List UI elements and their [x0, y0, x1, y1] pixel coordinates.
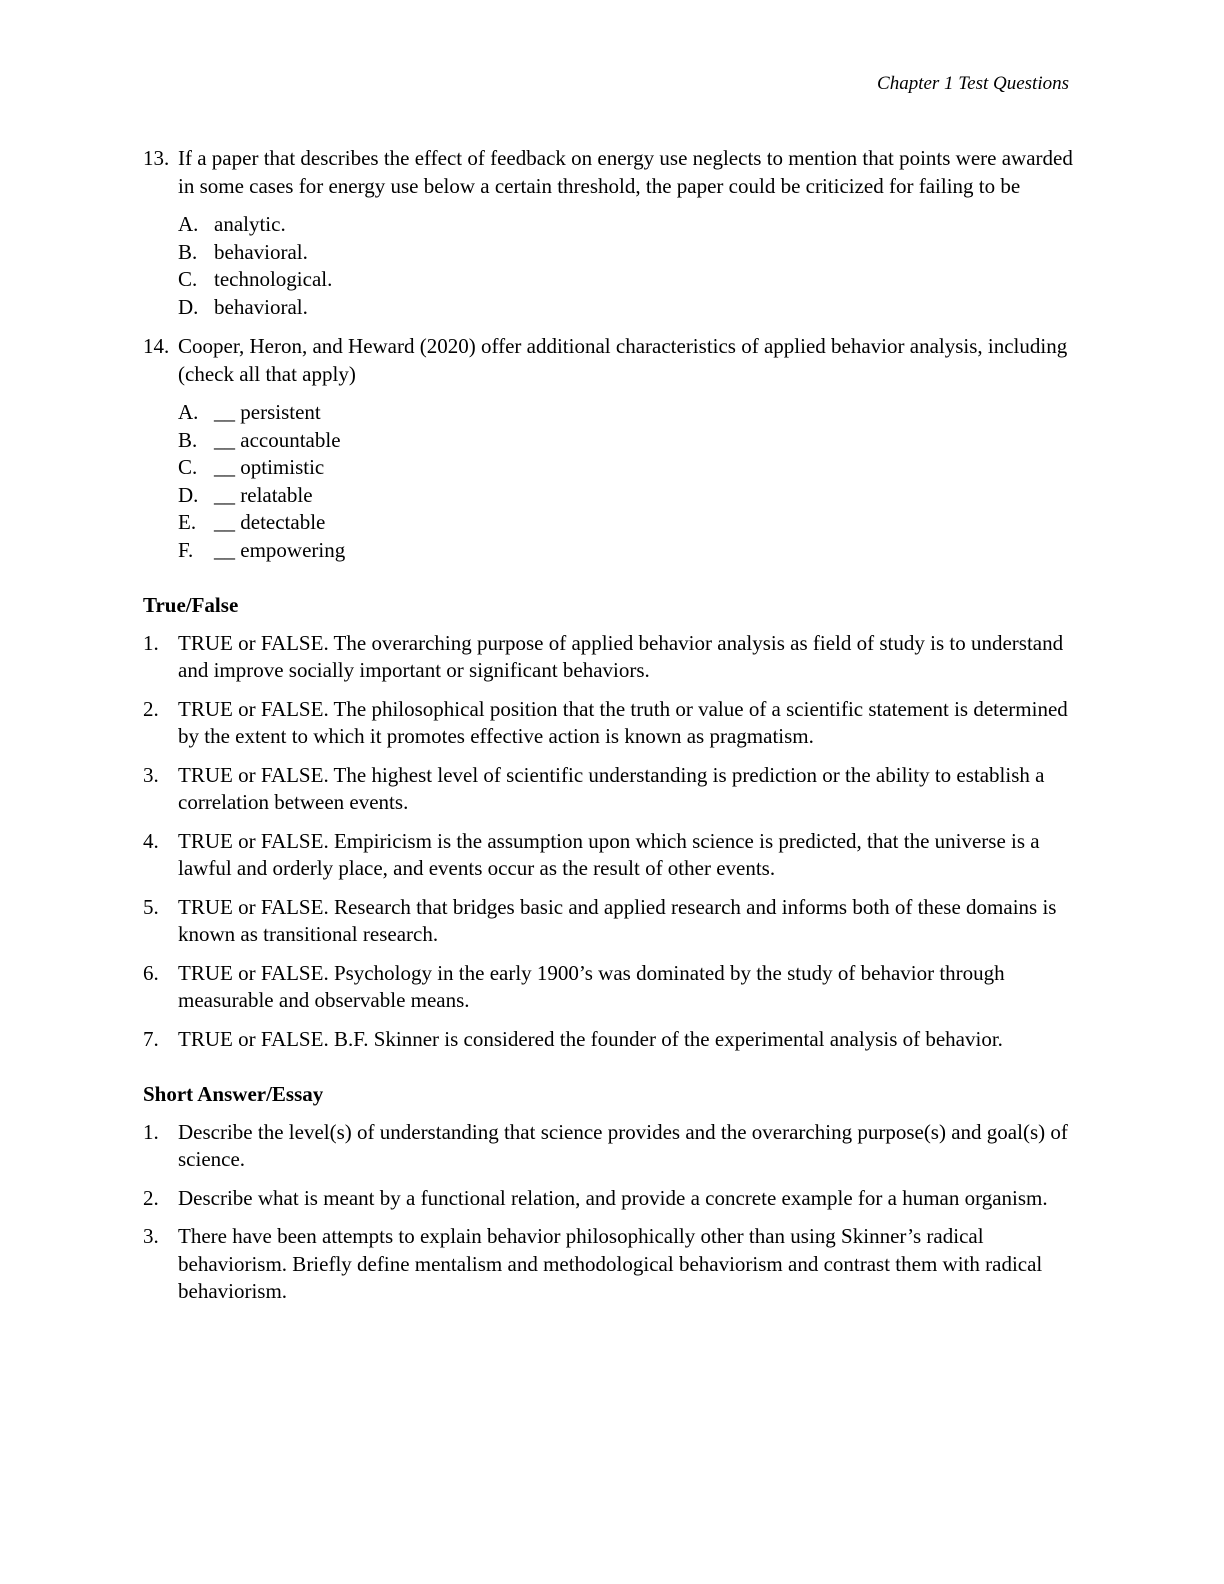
item-number: 4.	[143, 828, 159, 853]
option-text: __ optimistic	[214, 455, 325, 479]
option-text: __ persistent	[214, 400, 321, 424]
option-letter: A.	[178, 400, 199, 424]
option-text: __ accountable	[214, 427, 341, 452]
option-f	[178, 537, 1073, 565]
question-number: 13.	[143, 146, 170, 170]
option-d	[178, 482, 1073, 510]
item-text: TRUE or FALSE. Empiricism is the assumption upon which science is predicted, that the universe is a lawful and orderly place, and events occur as the result of other events.	[178, 828, 1040, 880]
option-letter: C.	[178, 267, 198, 291]
option-text: technological.	[214, 267, 333, 291]
running-header: Chapter 1 Test Questions	[877, 73, 1069, 94]
option-a	[178, 211, 1073, 239]
item-number: 1.	[143, 630, 159, 655]
option-d	[178, 294, 1073, 322]
item-text: Describe what is meant by a functional relation, and provide a concrete example for a human organism.	[178, 1185, 1048, 1210]
item-text: TRUE or FALSE. The philosophical position that the truth or value of a scientific statement is determined by the extent to which it promotes effective action is known as pragmatism.	[178, 696, 1068, 748]
item-text: TRUE or FALSE. The overarching purpose of applied behavior analysis as field of study is to understand and improve socially important or significant behaviors.	[178, 630, 1064, 682]
true-false-item	[143, 894, 1073, 949]
option-list	[178, 211, 1073, 321]
item-text: TRUE or FALSE. Psychology in the early 1900’s was dominated by the study of behavior through measurable and observable means.	[178, 960, 1005, 1012]
short-answer-item	[143, 1223, 1073, 1306]
option-letter: C.	[178, 455, 198, 479]
item-number: 1.	[143, 1119, 159, 1144]
item-text: There have been attempts to explain behavior philosophically other than using Skinner’s radical behaviorism. Briefly define mentalism and methodological behaviorism and contrast them with radical behaviorism.	[178, 1224, 1043, 1303]
option-list	[178, 399, 1073, 564]
option-text: behavioral.	[214, 239, 308, 264]
true-false-item	[143, 762, 1073, 817]
item-number: 3.	[143, 1224, 159, 1248]
item-text: TRUE or FALSE. The highest level of scientific understanding is prediction or the ability to establish a correlation between events.	[178, 762, 1045, 814]
item-text: TRUE or FALSE. B.F. Skinner is considered the founder of the experimental analysis of behavior.	[178, 1026, 1003, 1051]
option-letter: D.	[178, 482, 199, 507]
item-number: 3.	[143, 762, 159, 787]
option-c	[178, 266, 1073, 294]
option-text: __ relatable	[214, 482, 313, 507]
option-text: __ empowering	[214, 537, 346, 562]
question-number: 14.	[143, 334, 170, 358]
item-number: 2.	[143, 1185, 159, 1210]
option-c	[178, 454, 1073, 482]
true-false-item	[143, 696, 1073, 751]
item-text: Describe the level(s) of understanding that science provides and the overarching purpose(s) and goal(s) of science.	[178, 1119, 1068, 1171]
true-false-item	[143, 960, 1073, 1015]
option-e	[178, 509, 1073, 537]
option-b	[178, 427, 1073, 455]
option-letter: B.	[178, 239, 198, 264]
option-letter: E.	[178, 510, 197, 534]
item-number: 6.	[143, 960, 159, 985]
true-false-item	[143, 828, 1073, 883]
question-text: Cooper, Heron, and Heward (2020) offer additional characteristics of applied behavior analysis, including (check all that apply)	[178, 334, 1068, 386]
item-number: 5.	[143, 894, 159, 919]
option-text: __ detectable	[214, 510, 326, 534]
option-b	[178, 239, 1073, 267]
page-content	[143, 145, 1073, 1317]
option-text: analytic.	[214, 212, 286, 236]
question-text: If a paper that describes the effect of feedback on energy use neglects to mention that points were awarded in some cases for energy use below a certain threshold, the paper could be criticized for failing to be	[178, 146, 1073, 198]
option-a	[178, 399, 1073, 427]
mc-question-13	[143, 145, 1073, 321]
item-number: 2.	[143, 696, 159, 721]
true-false-list	[143, 630, 1073, 1054]
option-letter: D.	[178, 294, 199, 319]
true-false-item	[143, 630, 1073, 685]
short-answer-item	[143, 1185, 1073, 1213]
option-letter: F.	[178, 537, 194, 562]
short-answer-heading: Short Answer/Essay	[143, 1082, 324, 1106]
option-letter: A.	[178, 212, 199, 236]
option-text: behavioral.	[214, 294, 308, 319]
true-false-item	[143, 1026, 1073, 1054]
true-false-heading: True/False	[143, 593, 239, 617]
option-letter: B.	[178, 427, 198, 452]
short-answer-list	[143, 1119, 1073, 1306]
item-text: TRUE or FALSE. Research that bridges basic and applied research and informs both of these domains is known as transitional research.	[178, 894, 1057, 946]
item-number: 7.	[143, 1026, 159, 1051]
mc-question-14	[143, 333, 1073, 564]
short-answer-item	[143, 1119, 1073, 1174]
